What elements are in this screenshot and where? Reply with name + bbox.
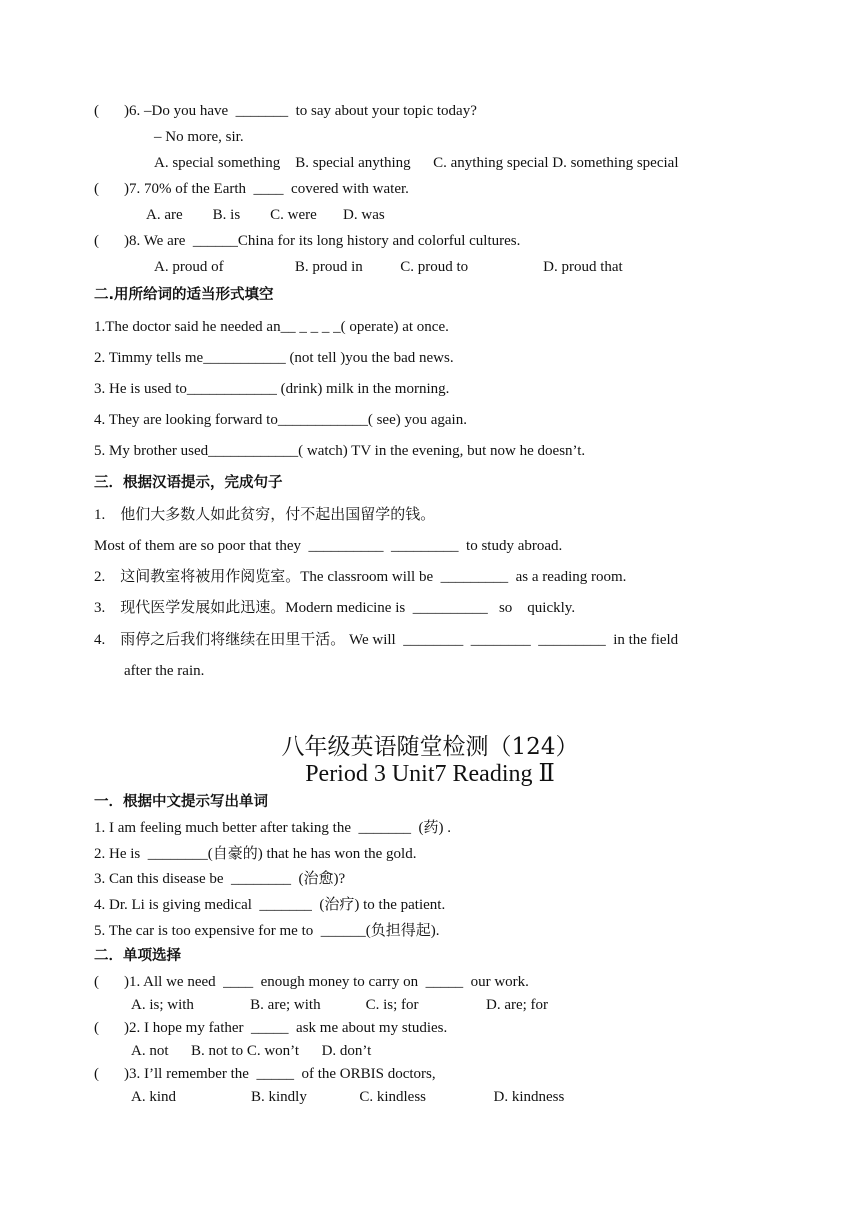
mc2-paren: ( bbox=[94, 1020, 99, 1036]
q8-options: A. proud of B. proud in C. proud to D. proud that bbox=[154, 259, 623, 275]
fill-item-1: 1.The doctor said he needed an__ _ _ _ _( operate) at once. bbox=[94, 319, 449, 335]
mc3-stem: )3. I’ll remember the _____ of the ORBIS doctors, bbox=[124, 1066, 436, 1082]
word-item-2: 2. He is ________(自豪的) that he has won the gold. bbox=[94, 846, 417, 862]
translate-q4-continued: after the rain. bbox=[124, 663, 205, 679]
section-two-heading: 二.用所给词的适当形式填空 bbox=[94, 287, 274, 303]
mc1-stem: )1. All we need ____ enough money to carry on _____ our work. bbox=[124, 974, 529, 990]
q8-stem: )8. We are ______China for its long history and colorful cultures. bbox=[124, 233, 521, 249]
test-title: 八年级英语随堂检测（124） bbox=[281, 734, 579, 760]
q8-paren: ( bbox=[94, 233, 99, 249]
translate-q4: 4. 雨停之后我们将继续在田里干活。 We will ________ ________ _________ in the field bbox=[94, 632, 679, 648]
q6-stem: )6. –Do you have _______ to say about your topic today? bbox=[124, 103, 477, 119]
part-two-heading: 二．单项选择 bbox=[94, 948, 181, 964]
translate-q1-english: Most of them are so poor that they __________ _________ to study abroad. bbox=[94, 538, 563, 554]
mc1-paren: ( bbox=[94, 974, 99, 990]
translate-q1-chinese: 1. 他们大多数人如此贫穷，付不起出国留学的钱。 bbox=[94, 507, 436, 523]
fill-item-2: 2. Timmy tells me___________ (not tell )you the bad news. bbox=[94, 350, 454, 366]
word-item-1: 1. I am feeling much better after taking the _______ (药) . bbox=[94, 820, 451, 836]
q6-paren: ( bbox=[94, 103, 99, 119]
mc3-paren: ( bbox=[94, 1066, 99, 1082]
q6-reply: – No more, sir. bbox=[154, 129, 244, 145]
fill-item-3: 3. He is used to____________ (drink) milk in the morning. bbox=[94, 381, 450, 397]
part-one-heading: 一．根据中文提示写出单词 bbox=[94, 794, 268, 810]
word-item-5: 5. The car is too expensive for me to ______(负担得起). bbox=[94, 923, 440, 939]
q6-options: A. special something B. special anything C. anything special D. something special bbox=[154, 155, 679, 171]
section-three-heading: 三．根据汉语提示，完成句子 bbox=[94, 475, 283, 491]
mc2-options: A. not B. not to C. won’t D. don’t bbox=[131, 1043, 372, 1059]
mc1-options: A. is; with B. are; with C. is; for D. are; for bbox=[131, 997, 549, 1013]
translate-q2: 2. 这间教室将被用作阅览室。The classroom will be _________ as a reading room. bbox=[94, 569, 627, 585]
mc3-options: A. kind B. kindly C. kindless D. kindness bbox=[131, 1089, 565, 1105]
test-subtitle: Period 3 Unit7 Reading Ⅱ bbox=[305, 761, 555, 787]
translate-q3: 3. 现代医学发展如此迅速。Modern medicine is __________ so quickly. bbox=[94, 600, 576, 616]
fill-item-5: 5. My brother used____________( watch) TV in the evening, but now he doesn’t. bbox=[94, 443, 586, 459]
q7-stem: )7. 70% of the Earth ____ covered with water. bbox=[124, 181, 409, 197]
q7-options: A. are B. is C. were D. was bbox=[146, 207, 385, 223]
mc2-stem: )2. I hope my father _____ ask me about my studies. bbox=[124, 1020, 448, 1036]
fill-item-4: 4. They are looking forward to____________( see) you again. bbox=[94, 412, 467, 428]
q7-paren: ( bbox=[94, 181, 99, 197]
word-item-3: 3. Can this disease be ________ (治愈)? bbox=[94, 871, 346, 887]
word-item-4: 4. Dr. Li is giving medical _______ (治疗) to the patient. bbox=[94, 897, 446, 913]
